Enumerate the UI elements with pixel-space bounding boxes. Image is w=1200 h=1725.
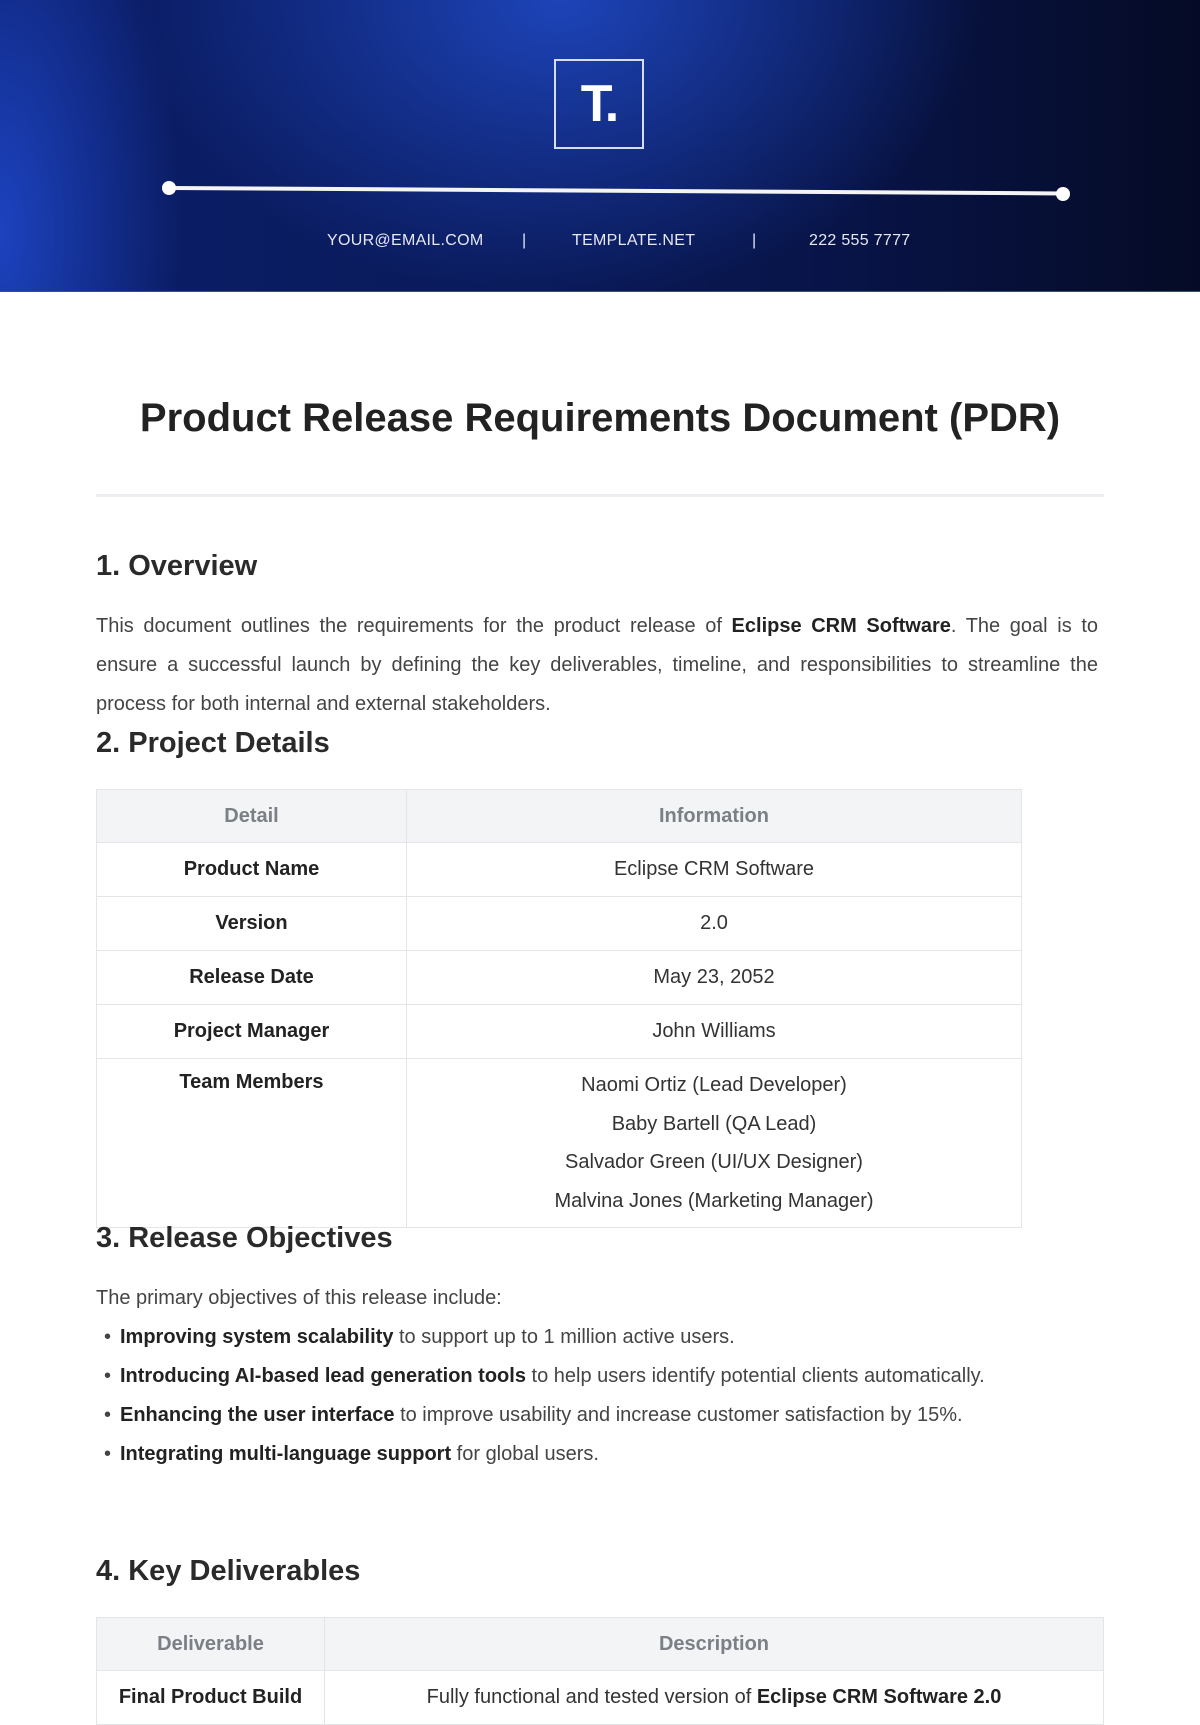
product-name: Eclipse CRM Software — [731, 615, 951, 637]
text: to support up to 1 million active users. — [393, 1326, 735, 1348]
objective-title: Integrating multi-language support — [120, 1443, 452, 1465]
objectives-list — [96, 1318, 1074, 1474]
column-header: Deliverable — [97, 1618, 325, 1671]
deliverable-name: Final Product Build — [97, 1671, 325, 1725]
text: . The goal is to ensure a successful launch by defining the key deliverables, timeline, and responsibilities to streamline the process for both internal and external stakeholders. — [96, 615, 1099, 715]
table-row — [97, 951, 1022, 1005]
team-member: Baby Bartell (QA Lead) — [611, 1112, 817, 1135]
table-row — [97, 843, 1022, 897]
deliverables-table — [96, 1617, 1104, 1725]
phone-number: 222 555 7777 — [809, 232, 911, 249]
table-row — [97, 1671, 1104, 1725]
team-member: Naomi Ortiz (Lead Developer) — [581, 1074, 847, 1096]
text: This document outlines the requirements for the product release of — [96, 615, 732, 637]
objectives-intro: The primary objectives of this release include: — [96, 1287, 502, 1309]
deliverable-description — [325, 1671, 1104, 1725]
page-title: Product Release Requirements Document (PDR) — [139, 396, 1061, 440]
list-item — [96, 1435, 1074, 1474]
detail-label: Version — [97, 897, 407, 951]
list-item — [96, 1318, 1074, 1357]
text: Fully functional and tested version of — [426, 1686, 757, 1708]
table-row — [97, 1005, 1022, 1059]
separator: | — [752, 232, 757, 249]
detail-label: Team Members — [97, 1059, 407, 1228]
detail-label: Release Date — [97, 951, 407, 1005]
overview-text — [96, 607, 1098, 724]
objective-title: Enhancing the user interface — [120, 1404, 395, 1426]
column-header: Detail — [97, 790, 407, 843]
divider — [96, 494, 1104, 497]
objective-title: Improving system scalability — [120, 1326, 394, 1348]
section-heading-key-deliverables: 4. Key Deliverables — [96, 1555, 361, 1587]
header-banner — [0, 0, 1200, 292]
logo — [554, 59, 644, 149]
text: to help users identify potential clients automatically. — [525, 1365, 985, 1387]
detail-value: 2.0 — [407, 897, 1022, 951]
list-item — [96, 1357, 1074, 1396]
section-heading-release-objectives: 3. Release Objectives — [96, 1222, 393, 1254]
contact-bar — [0, 232, 1200, 256]
section-heading-overview: 1. Overview — [96, 550, 258, 582]
decorative-line — [168, 186, 1064, 195]
text: to improve usability and increase customer satisfaction by 15%. — [394, 1404, 963, 1426]
list-item — [96, 1396, 1074, 1435]
table-header-row — [97, 790, 1022, 843]
table-row — [97, 1059, 1022, 1228]
detail-value: John Williams — [407, 1005, 1022, 1059]
team-member: Salvador Green (UI/UX Designer) — [565, 1151, 863, 1173]
column-header: Information — [407, 790, 1022, 843]
team-members-list — [407, 1059, 1022, 1228]
website-link[interactable]: TEMPLATE.NET — [572, 232, 696, 249]
project-details-table — [96, 789, 1022, 1228]
line-dot-left — [162, 181, 176, 195]
detail-label: Product Name — [97, 843, 407, 897]
section-heading-project-details: 2. Project Details — [96, 727, 330, 759]
text: for global users. — [451, 1443, 599, 1465]
email-link[interactable]: YOUR@EMAIL.COM — [327, 232, 484, 249]
column-header: Description — [325, 1618, 1104, 1671]
objective-title: Introducing AI-based lead generation tools — [120, 1365, 526, 1387]
detail-value: Eclipse CRM Software — [407, 843, 1022, 897]
logo-text: T. — [580, 75, 618, 133]
table-header-row — [97, 1618, 1104, 1671]
team-member: Malvina Jones (Marketing Manager) — [554, 1189, 874, 1212]
separator: | — [522, 232, 527, 249]
detail-value: May 23, 2052 — [407, 951, 1022, 1005]
line-dot-right — [1056, 187, 1070, 201]
detail-label: Project Manager — [97, 1005, 407, 1059]
product-name: Eclipse CRM Software 2.0 — [756, 1686, 1002, 1708]
table-row — [97, 897, 1022, 951]
